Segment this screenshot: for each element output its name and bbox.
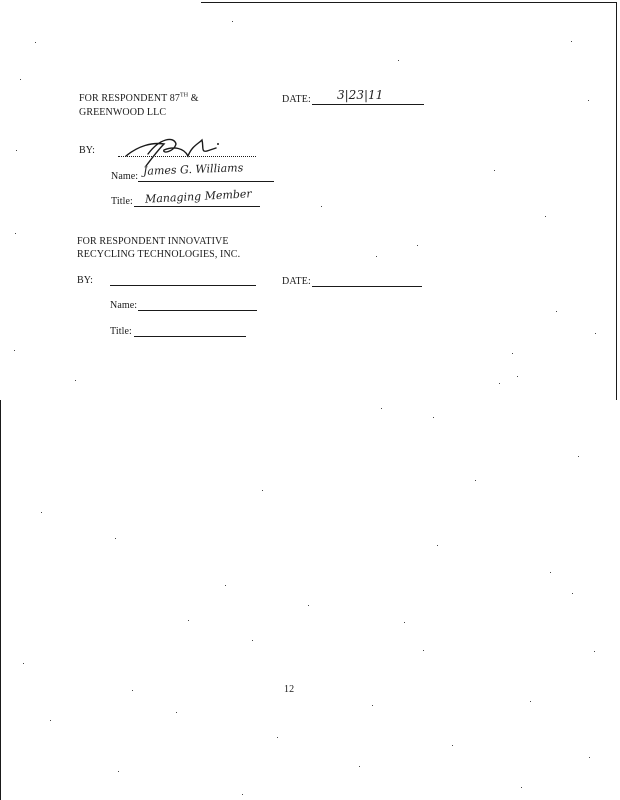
scan-speck (437, 545, 438, 546)
scan-speck (41, 512, 42, 513)
scan-speck (381, 408, 382, 409)
by-label-2: BY: (77, 275, 94, 286)
scan-speck (115, 538, 116, 539)
date-label-2: DATE: (282, 276, 311, 287)
scan-speck (321, 206, 322, 207)
scan-speck (118, 771, 119, 772)
scan-speck (308, 605, 309, 606)
scan-speck (417, 245, 418, 246)
scan-speck (225, 585, 226, 586)
scan-speck (556, 311, 557, 312)
date-value-1: 3|23|11 (337, 88, 384, 102)
respondent-2-line2: RECYCLING TECHNOLOGIES, INC. (77, 249, 241, 260)
scan-speck (132, 690, 133, 691)
by-line-2 (110, 285, 256, 286)
scan-speck (242, 794, 243, 795)
scan-speck (499, 383, 500, 384)
date-label-1: DATE: (282, 94, 311, 105)
scan-speck (589, 757, 590, 758)
scan-speck (517, 376, 518, 377)
title-label-1: Title: (111, 196, 133, 207)
scan-speck (433, 417, 434, 418)
respondent-2-line1: FOR RESPONDENT INNOVATIVE (77, 236, 229, 247)
name-label-1: Name: (111, 171, 139, 182)
by-label-1: BY: (79, 145, 96, 156)
name-line-1 (138, 181, 274, 182)
page-number: 12 (284, 684, 295, 695)
scan-speck (423, 650, 424, 651)
scan-speck (176, 712, 177, 713)
respondent-1-suffix: TH (179, 92, 189, 99)
scan-speck (572, 593, 573, 594)
title-label-2: Title: (110, 326, 132, 337)
scan-speck (359, 766, 360, 767)
scan-speck (75, 380, 76, 381)
scan-speck (452, 745, 453, 746)
respondent-1-line2: GREENWOOD LLC (79, 107, 167, 118)
scan-border-left (0, 400, 1, 800)
scan-speck (494, 170, 495, 171)
scan-speck (588, 100, 589, 101)
scan-border-right (616, 2, 617, 400)
scan-speck (475, 480, 476, 481)
scan-speck (23, 663, 24, 664)
scan-speck (521, 787, 522, 788)
scan-speck (594, 651, 595, 652)
scan-speck (262, 490, 263, 491)
name-line-2 (138, 310, 257, 311)
scan-speck (376, 256, 377, 257)
name-value-1: James G. Williams (142, 161, 244, 178)
scan-speck (550, 572, 551, 573)
respondent-1-amp: & (188, 93, 199, 104)
scan-speck (404, 622, 405, 623)
scan-speck (512, 353, 513, 354)
scan-speck (15, 233, 16, 234)
respondent-heading-1 (79, 93, 199, 104)
respondent-1-line1: FOR RESPONDENT 87 (79, 93, 180, 104)
scan-speck (35, 42, 36, 43)
date-line-1 (312, 104, 424, 105)
scan-speck (14, 350, 15, 351)
scan-speck (398, 60, 399, 61)
scan-border-top (201, 2, 617, 3)
scan-speck (571, 41, 572, 42)
scan-speck (16, 150, 17, 151)
title-line-2 (134, 336, 246, 337)
title-value-1: Managing Member (144, 187, 252, 206)
title-line-1 (134, 206, 260, 207)
scan-speck (232, 21, 233, 22)
scan-speck (277, 737, 278, 738)
scan-speck (530, 701, 531, 702)
scan-speck (372, 705, 373, 706)
scan-speck (545, 216, 546, 217)
scan-speck (252, 640, 253, 641)
scan-speck (188, 620, 189, 621)
scan-speck (50, 720, 51, 721)
date-line-2 (312, 286, 422, 287)
scan-speck (595, 333, 596, 334)
scan-speck (20, 79, 21, 80)
name-label-2: Name: (110, 300, 138, 311)
scan-speck (578, 456, 579, 457)
